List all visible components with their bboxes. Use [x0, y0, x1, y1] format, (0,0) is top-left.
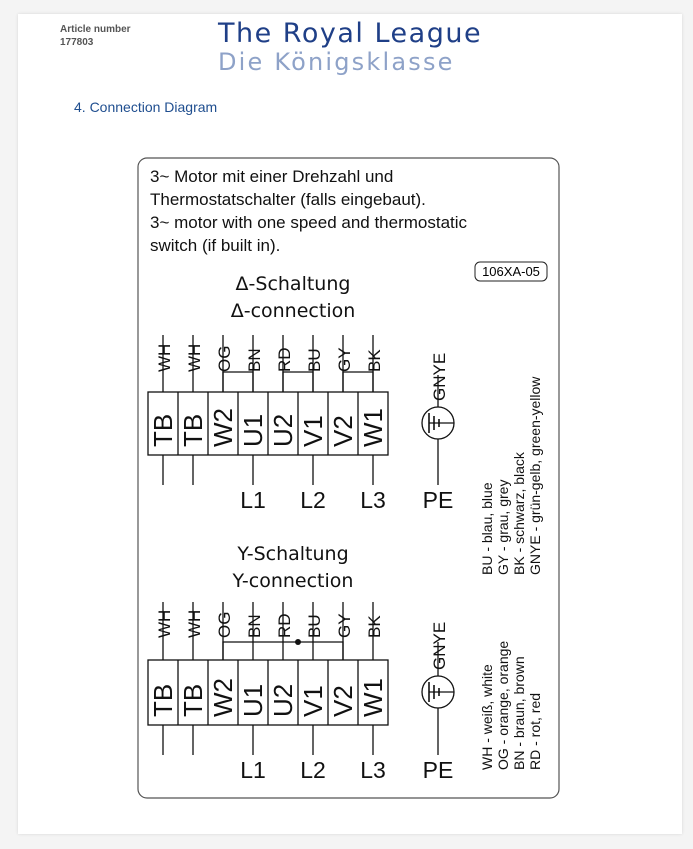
star-phase-2: L3: [360, 757, 386, 783]
legend-upper-line-2: BK - schwarz, black: [511, 452, 527, 575]
delta-phase-2: L3: [360, 487, 386, 513]
star-terminal-4: U2: [268, 683, 298, 717]
delta-wire-color-7: BK: [365, 349, 384, 372]
article-number-value: 177803: [60, 37, 94, 48]
brand-subtitle: Die Königsklasse: [218, 48, 455, 76]
star-earth-label: PE: [422, 757, 454, 783]
delta-wire-color-5: BU: [305, 348, 324, 372]
star-phase-1: L2: [300, 757, 326, 783]
delta-wire-color-2: OG: [215, 345, 234, 372]
star-wire-color-4: RD: [275, 613, 294, 638]
star-wire-color-6: GY: [335, 613, 354, 638]
legend-lower-line-2: BN - braun, brown: [511, 656, 527, 770]
star-terminal-2: W2: [208, 678, 238, 717]
legend-lower-line-0: WH - weiß, white: [479, 664, 495, 770]
article-number-label: Article number: [60, 24, 131, 35]
legend-upper-line-1: GY - grau, grey: [495, 479, 511, 575]
delta-wire-color-4: RD: [275, 347, 294, 372]
delta-phase-1: L2: [300, 487, 326, 513]
star-point: [295, 639, 301, 645]
section-title: 4. Connection Diagram: [74, 99, 218, 115]
code-label: 106XA-05: [482, 264, 540, 279]
star-wire-color-2: OG: [215, 611, 234, 638]
star-terminal-1: TB: [178, 683, 208, 717]
delta-terminal-1: TB: [178, 413, 208, 447]
star-wire-color-7: BK: [365, 615, 384, 638]
delta-terminal-5: V1: [298, 415, 328, 447]
delta-earth-label: PE: [422, 487, 454, 513]
star-title-en: Y-connection: [232, 570, 354, 592]
star-wire-color-0: WH: [155, 609, 174, 638]
delta-wire-color-1: WH: [185, 343, 204, 372]
star-wire-color-5: BU: [305, 614, 324, 638]
delta-wire-color-6: GY: [335, 347, 354, 372]
star-wire-color-3: BN: [245, 614, 264, 638]
delta-title-en: Δ-connection: [230, 300, 356, 322]
delta-terminal-6: V2: [328, 415, 358, 447]
legend-upper-line-3: GNYE - grün-gelb, green-yellow: [527, 376, 543, 575]
legend-upper-line-0: BU - blau, blue: [479, 482, 495, 575]
delta-terminal-0: TB: [148, 413, 178, 447]
star-phase-0: L1: [240, 757, 266, 783]
delta-title-de: Δ-Schaltung: [235, 273, 351, 295]
star-wire-color-1: WH: [185, 609, 204, 638]
delta-wire-color-0: WH: [155, 343, 174, 372]
legend-lower-line-3: RD - rot, red: [527, 692, 543, 770]
delta-terminal-7: W1: [358, 408, 388, 447]
description-line-4: switch (if built in).: [150, 236, 281, 255]
brand-title: The Royal League: [218, 18, 483, 49]
delta-wire-color-3: BN: [245, 348, 264, 372]
delta-terminal-3: U1: [238, 413, 268, 447]
star-earth-color: GNYE: [430, 621, 449, 670]
legend-lower-line-1: OG - orange, orange: [495, 640, 511, 770]
delta-earth-color: GNYE: [430, 352, 449, 401]
star-terminal-7: W1: [358, 678, 388, 717]
star-terminal-6: V2: [328, 685, 358, 717]
description-line-3: 3~ motor with one speed and thermostatic: [150, 213, 468, 232]
delta-terminal-2: W2: [208, 408, 238, 447]
description-line-2: Thermostatschalter (falls eingebaut).: [150, 190, 426, 209]
star-title-de: Y-Schaltung: [237, 543, 349, 565]
delta-terminal-4: U2: [268, 413, 298, 447]
delta-phase-0: L1: [240, 487, 266, 513]
star-terminal-0: TB: [148, 683, 178, 717]
star-terminal-3: U1: [238, 683, 268, 717]
star-terminal-5: V1: [298, 685, 328, 717]
description-line-1: 3~ Motor mit einer Drehzahl und: [150, 167, 394, 186]
